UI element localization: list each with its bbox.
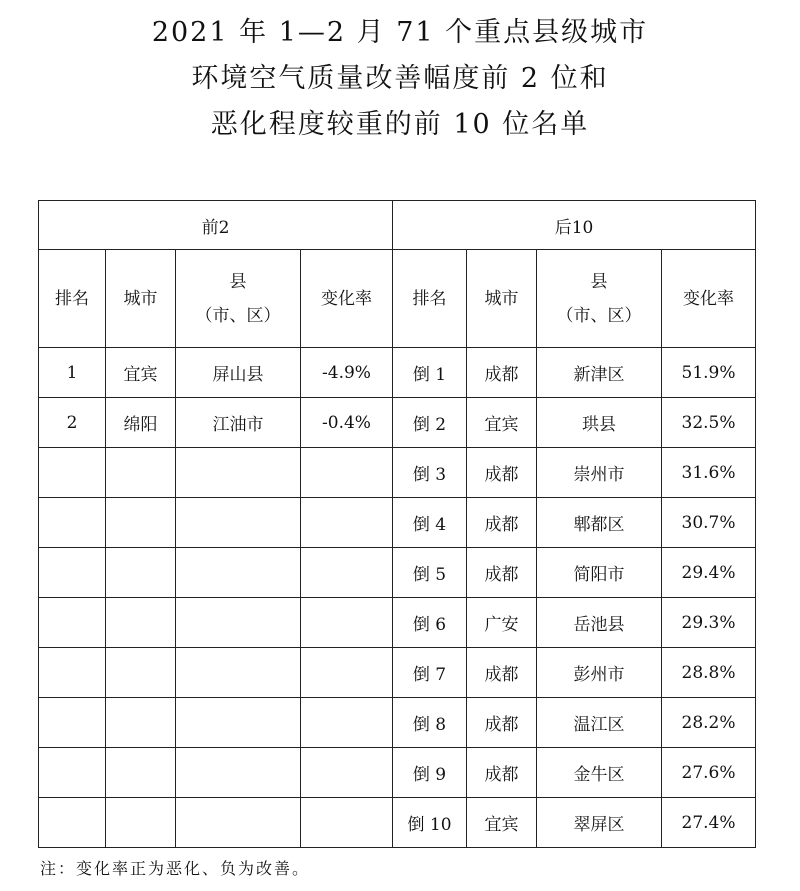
header-county-line1: 县: [590, 271, 608, 292]
bottom10-rank-cell: 倒 5: [393, 548, 467, 598]
bottom10-city-cell: 成都: [467, 748, 537, 798]
header-rank: 排名: [393, 250, 467, 348]
header-county-line1: 县: [229, 271, 247, 292]
title-line-1: 2021 年 1—2 月 71 个重点县级城市: [151, 17, 649, 48]
bottom10-county-cell: 翠屏区: [537, 798, 662, 848]
top2-rate-cell: [301, 748, 393, 798]
top2-city-cell: [106, 748, 176, 798]
top2-county-cell: [176, 448, 301, 498]
top2-city-cell: 绵阳: [106, 398, 176, 448]
top2-rank-cell: 1: [39, 348, 106, 398]
top2-rate-cell: [301, 548, 393, 598]
bottom10-county-cell: 金牛区: [537, 748, 662, 798]
bottom10-rank-cell: 倒 9: [393, 748, 467, 798]
bottom10-county-cell: 简阳市: [537, 548, 662, 598]
bottom10-county-cell: 新津区: [537, 348, 662, 398]
top2-rate-cell: [301, 648, 393, 698]
bottom10-county-cell: 温江区: [537, 698, 662, 748]
bottom10-county-cell: 珙县: [537, 398, 662, 448]
bottom10-rank-cell: 倒 3: [393, 448, 467, 498]
top2-rank-cell: [39, 598, 106, 648]
bottom10-rank-cell: 倒 6: [393, 598, 467, 648]
header-county: [537, 250, 662, 348]
bottom10-rate-cell: 32.5%: [662, 398, 756, 448]
bottom10-city-cell: 宜宾: [467, 398, 537, 448]
top2-city-cell: [106, 548, 176, 598]
table-row: [39, 348, 756, 398]
group-top2-header: 前2: [39, 201, 393, 250]
bottom10-rate-cell: 29.4%: [662, 548, 756, 598]
title-line-2: 环境空气质量改善幅度前 2 位和: [191, 63, 609, 94]
footnote: 注：变化率正为恶化、负为改善。: [40, 859, 311, 878]
top2-county-cell: [176, 598, 301, 648]
bottom10-rank-cell: 倒 7: [393, 648, 467, 698]
top2-city-cell: [106, 448, 176, 498]
bottom10-city-cell: 成都: [467, 698, 537, 748]
top2-rate-cell: [301, 498, 393, 548]
bottom10-county-cell: 郫都区: [537, 498, 662, 548]
table-row: [39, 398, 756, 448]
header-rank: 排名: [39, 250, 106, 348]
title-line-3: 恶化程度较重的前 10 位名单: [210, 109, 590, 140]
table-row: [39, 448, 756, 498]
top2-county-cell: [176, 548, 301, 598]
top2-rate-cell: -4.9%: [301, 348, 393, 398]
top2-city-cell: 宜宾: [106, 348, 176, 398]
header-city: 城市: [467, 250, 537, 348]
table-row: [39, 548, 756, 598]
header-city: 城市: [106, 250, 176, 348]
bottom10-rate-cell: 28.8%: [662, 648, 756, 698]
bottom10-rank-cell: 倒 8: [393, 698, 467, 748]
top2-rate-cell: [301, 448, 393, 498]
table-row: [39, 648, 756, 698]
table-row: [39, 598, 756, 648]
top2-rate-cell: -0.4%: [301, 398, 393, 448]
bottom10-city-cell: 成都: [467, 498, 537, 548]
top2-county-cell: 屏山县: [176, 348, 301, 398]
header-county-line2: （市、区）: [195, 305, 281, 326]
top2-county-cell: [176, 798, 301, 848]
table-row: [39, 498, 756, 548]
top2-rate-cell: [301, 798, 393, 848]
bottom10-county-cell: 崇州市: [537, 448, 662, 498]
bottom10-rank-cell: 倒 4: [393, 498, 467, 548]
top2-county-cell: 江油市: [176, 398, 301, 448]
bottom10-rate-cell: 27.4%: [662, 798, 756, 848]
bottom10-city-cell: 成都: [467, 548, 537, 598]
header-rate: 变化率: [662, 250, 756, 348]
bottom10-rank-cell: 倒 10: [393, 798, 467, 848]
bottom10-rate-cell: 31.6%: [662, 448, 756, 498]
top2-rate-cell: [301, 698, 393, 748]
top2-rank-cell: 2: [39, 398, 106, 448]
bottom10-rank-cell: 倒 1: [393, 348, 467, 398]
top2-rate-cell: [301, 598, 393, 648]
group-bottom10-header: 后10: [393, 201, 756, 250]
table-row: [39, 748, 756, 798]
top2-county-cell: [176, 648, 301, 698]
bottom10-county-cell: 彭州市: [537, 648, 662, 698]
top2-rank-cell: [39, 498, 106, 548]
table-row: [39, 798, 756, 848]
bottom10-city-cell: 成都: [467, 648, 537, 698]
column-header-row: [39, 250, 756, 348]
bottom10-rate-cell: 29.3%: [662, 598, 756, 648]
bottom10-rate-cell: 27.6%: [662, 748, 756, 798]
bottom10-county-cell: 岳池县: [537, 598, 662, 648]
header-county: [176, 250, 301, 348]
header-rate: 变化率: [301, 250, 393, 348]
ranking-table: [38, 200, 756, 848]
top2-rank-cell: [39, 648, 106, 698]
bottom10-rank-cell: 倒 2: [393, 398, 467, 448]
top2-city-cell: [106, 598, 176, 648]
top2-county-cell: [176, 698, 301, 748]
bottom10-rate-cell: 28.2%: [662, 698, 756, 748]
top2-city-cell: [106, 498, 176, 548]
top2-city-cell: [106, 648, 176, 698]
bottom10-city-cell: 成都: [467, 348, 537, 398]
top2-county-cell: [176, 748, 301, 798]
top2-rank-cell: [39, 548, 106, 598]
top2-rank-cell: [39, 798, 106, 848]
top2-rank-cell: [39, 748, 106, 798]
header-county-line2: （市、区）: [556, 305, 642, 326]
top2-city-cell: [106, 798, 176, 848]
top2-rank-cell: [39, 448, 106, 498]
bottom10-city-cell: 广安: [467, 598, 537, 648]
bottom10-city-cell: 宜宾: [467, 798, 537, 848]
top2-rank-cell: [39, 698, 106, 748]
bottom10-rate-cell: 51.9%: [662, 348, 756, 398]
table-row: [39, 698, 756, 748]
top2-county-cell: [176, 498, 301, 548]
bottom10-city-cell: 成都: [467, 448, 537, 498]
bottom10-rate-cell: 30.7%: [662, 498, 756, 548]
top2-city-cell: [106, 698, 176, 748]
